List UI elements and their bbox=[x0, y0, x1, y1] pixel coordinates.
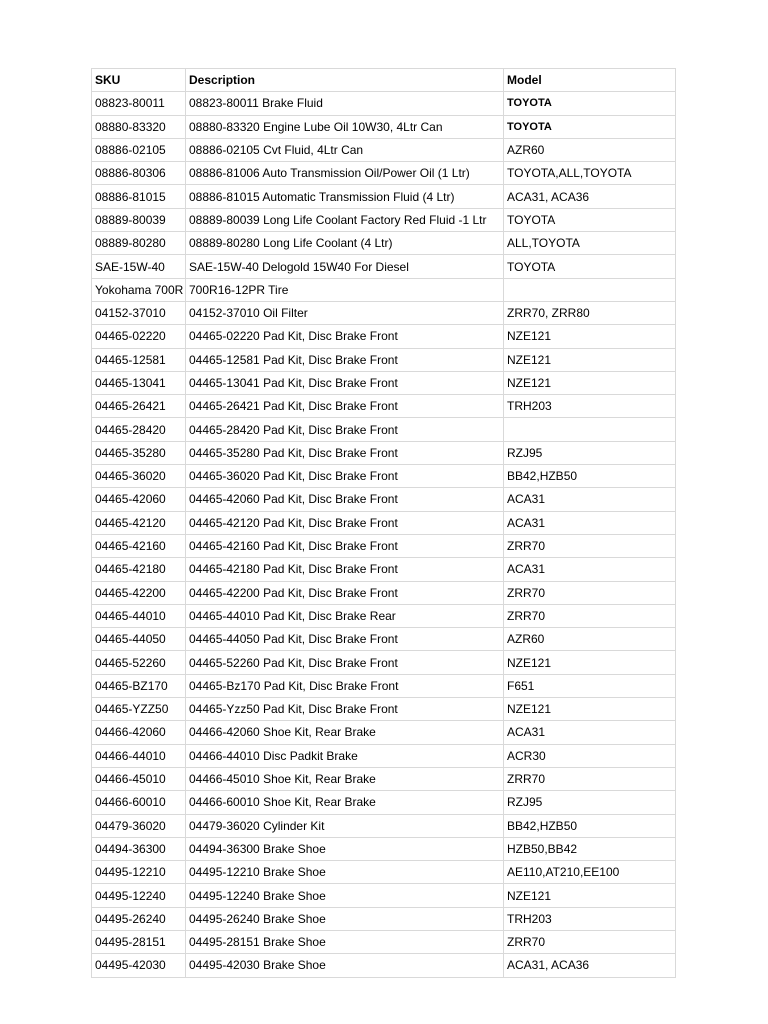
model-cell bbox=[504, 278, 676, 301]
model-cell: RZJ95 bbox=[504, 441, 676, 464]
description-cell: 04465-26421 Pad Kit, Disc Brake Front bbox=[186, 395, 504, 418]
sku-cell: 04465-26421 bbox=[92, 395, 186, 418]
description-cell: 04465-52260 Pad Kit, Disc Brake Front bbox=[186, 651, 504, 674]
model-cell: TOYOTA,ALL,TOYOTA bbox=[504, 162, 676, 185]
sku-cell: 04465-42120 bbox=[92, 511, 186, 534]
table-body bbox=[92, 92, 676, 977]
description-cell: 04495-12240 Brake Shoe bbox=[186, 884, 504, 907]
table-row bbox=[92, 441, 676, 464]
sku-cell: 04465-BZ170 bbox=[92, 674, 186, 697]
description-cell: 04465-Yzz50 Pad Kit, Disc Brake Front bbox=[186, 698, 504, 721]
model-cell: ACA31, ACA36 bbox=[504, 185, 676, 208]
table-row bbox=[92, 534, 676, 557]
description-cell: 04465-12581 Pad Kit, Disc Brake Front bbox=[186, 348, 504, 371]
sku-cell: 08880-83320 bbox=[92, 115, 186, 138]
sku-cell: 08889-80039 bbox=[92, 208, 186, 231]
sku-cell: 08886-81015 bbox=[92, 185, 186, 208]
table-row bbox=[92, 301, 676, 324]
sku-cell: 04465-36020 bbox=[92, 465, 186, 488]
table-row bbox=[92, 861, 676, 884]
description-cell: 04465-Bz170 Pad Kit, Disc Brake Front bbox=[186, 674, 504, 697]
table-row bbox=[92, 418, 676, 441]
description-cell: 08889-80280 Long Life Coolant (4 Ltr) bbox=[186, 232, 504, 255]
description-cell: 04465-28420 Pad Kit, Disc Brake Front bbox=[186, 418, 504, 441]
model-cell bbox=[504, 418, 676, 441]
table-row bbox=[92, 651, 676, 674]
table-row bbox=[92, 371, 676, 394]
table-row bbox=[92, 721, 676, 744]
sku-cell: 04495-28151 bbox=[92, 930, 186, 953]
model-cell: TOYOTA bbox=[504, 115, 676, 138]
sku-cell: 04465-12581 bbox=[92, 348, 186, 371]
sku-cell: 04465-YZZ50 bbox=[92, 698, 186, 721]
table-row bbox=[92, 138, 676, 161]
description-cell: 04465-42180 Pad Kit, Disc Brake Front bbox=[186, 558, 504, 581]
parts-table bbox=[91, 68, 676, 978]
table-row bbox=[92, 907, 676, 930]
description-cell: SAE-15W-40 Delogold 15W40 For Diesel bbox=[186, 255, 504, 278]
sku-cell: 04466-45010 bbox=[92, 767, 186, 790]
description-cell: 04466-42060 Shoe Kit, Rear Brake bbox=[186, 721, 504, 744]
sku-cell: 04465-42060 bbox=[92, 488, 186, 511]
description-cell: 04466-45010 Shoe Kit, Rear Brake bbox=[186, 767, 504, 790]
sku-cell: 04495-42030 bbox=[92, 954, 186, 977]
table-row bbox=[92, 581, 676, 604]
model-cell: AZR60 bbox=[504, 628, 676, 651]
model-cell: ACA31, ACA36 bbox=[504, 954, 676, 977]
table-row bbox=[92, 954, 676, 977]
description-cell: 08823-80011 Brake Fluid bbox=[186, 92, 504, 115]
table-row bbox=[92, 488, 676, 511]
table-row bbox=[92, 744, 676, 767]
sku-cell: 04465-02220 bbox=[92, 325, 186, 348]
model-cell: NZE121 bbox=[504, 348, 676, 371]
model-cell: ACA31 bbox=[504, 721, 676, 744]
table-row bbox=[92, 232, 676, 255]
table-row bbox=[92, 837, 676, 860]
model-cell: TOYOTA bbox=[504, 208, 676, 231]
model-cell: TRH203 bbox=[504, 907, 676, 930]
table-row bbox=[92, 92, 676, 115]
model-cell: ACA31 bbox=[504, 558, 676, 581]
sku-cell: 08823-80011 bbox=[92, 92, 186, 115]
model-cell: ZRR70 bbox=[504, 767, 676, 790]
sku-cell: 04465-44050 bbox=[92, 628, 186, 651]
sku-cell: 04465-42180 bbox=[92, 558, 186, 581]
model-cell: ACA31 bbox=[504, 511, 676, 534]
model-cell: BB42,HZB50 bbox=[504, 465, 676, 488]
sku-cell: 04465-35280 bbox=[92, 441, 186, 464]
model-cell: TOYOTA bbox=[504, 92, 676, 115]
model-cell: F651 bbox=[504, 674, 676, 697]
header-sku: SKU bbox=[92, 69, 186, 92]
description-cell: 04495-42030 Brake Shoe bbox=[186, 954, 504, 977]
description-cell: 04494-36300 Brake Shoe bbox=[186, 837, 504, 860]
header-description: Description bbox=[186, 69, 504, 92]
table-row bbox=[92, 814, 676, 837]
description-cell: 04466-44010 Disc Padkit Brake bbox=[186, 744, 504, 767]
table-row bbox=[92, 791, 676, 814]
description-cell: 04495-28151 Brake Shoe bbox=[186, 930, 504, 953]
table-row bbox=[92, 185, 676, 208]
sku-cell: 04494-36300 bbox=[92, 837, 186, 860]
model-cell: ZRR70 bbox=[504, 534, 676, 557]
description-cell: 04465-35280 Pad Kit, Disc Brake Front bbox=[186, 441, 504, 464]
table-row bbox=[92, 604, 676, 627]
description-cell: 04465-36020 Pad Kit, Disc Brake Front bbox=[186, 465, 504, 488]
description-cell: 04495-12210 Brake Shoe bbox=[186, 861, 504, 884]
description-cell: 700R16-12PR Tire bbox=[186, 278, 504, 301]
description-cell: 04152-37010 Oil Filter bbox=[186, 301, 504, 324]
sku-cell: 04465-13041 bbox=[92, 371, 186, 394]
model-cell: AE110,AT210,EE100 bbox=[504, 861, 676, 884]
description-cell: 04465-44050 Pad Kit, Disc Brake Front bbox=[186, 628, 504, 651]
sku-cell: 04465-42160 bbox=[92, 534, 186, 557]
model-cell: ZRR70, ZRR80 bbox=[504, 301, 676, 324]
sku-cell: 04495-26240 bbox=[92, 907, 186, 930]
description-cell: 04495-26240 Brake Shoe bbox=[186, 907, 504, 930]
table-row bbox=[92, 255, 676, 278]
table-row bbox=[92, 325, 676, 348]
table-row bbox=[92, 558, 676, 581]
table-row bbox=[92, 884, 676, 907]
description-cell: 08886-02105 Cvt Fluid, 4Ltr Can bbox=[186, 138, 504, 161]
description-cell: 08889-80039 Long Life Coolant Factory Red Fluid -1 Ltr bbox=[186, 208, 504, 231]
sku-cell: 08889-80280 bbox=[92, 232, 186, 255]
model-cell: AZR60 bbox=[504, 138, 676, 161]
model-cell: NZE121 bbox=[504, 325, 676, 348]
sku-cell: 08886-80306 bbox=[92, 162, 186, 185]
table-row bbox=[92, 674, 676, 697]
table-row bbox=[92, 162, 676, 185]
table-row bbox=[92, 930, 676, 953]
model-cell: ZRR70 bbox=[504, 581, 676, 604]
model-cell: ALL,TOYOTA bbox=[504, 232, 676, 255]
table-row bbox=[92, 278, 676, 301]
sku-cell: SAE-15W-40 bbox=[92, 255, 186, 278]
sku-cell: 04465-44010 bbox=[92, 604, 186, 627]
table-row bbox=[92, 208, 676, 231]
model-cell: ACR30 bbox=[504, 744, 676, 767]
model-cell: TRH203 bbox=[504, 395, 676, 418]
sku-cell: 08886-02105 bbox=[92, 138, 186, 161]
table-row bbox=[92, 628, 676, 651]
description-cell: 08886-81015 Automatic Transmission Fluid (4 Ltr) bbox=[186, 185, 504, 208]
sku-cell: 04465-28420 bbox=[92, 418, 186, 441]
description-cell: 04465-42120 Pad Kit, Disc Brake Front bbox=[186, 511, 504, 534]
description-cell: 04465-42060 Pad Kit, Disc Brake Front bbox=[186, 488, 504, 511]
sku-cell: 04479-36020 bbox=[92, 814, 186, 837]
description-cell: 04479-36020 Cylinder Kit bbox=[186, 814, 504, 837]
sku-cell: 04152-37010 bbox=[92, 301, 186, 324]
description-cell: 04466-60010 Shoe Kit, Rear Brake bbox=[186, 791, 504, 814]
sku-cell: 04466-60010 bbox=[92, 791, 186, 814]
sku-cell: Yokohama 700R bbox=[92, 278, 186, 301]
table-row bbox=[92, 511, 676, 534]
model-cell: ACA31 bbox=[504, 488, 676, 511]
description-cell: 08886-81006 Auto Transmission Oil/Power Oil (1 Ltr) bbox=[186, 162, 504, 185]
sku-cell: 04465-52260 bbox=[92, 651, 186, 674]
sku-cell: 04495-12240 bbox=[92, 884, 186, 907]
table-row bbox=[92, 115, 676, 138]
model-cell: BB42,HZB50 bbox=[504, 814, 676, 837]
sku-cell: 04465-42200 bbox=[92, 581, 186, 604]
model-cell: TOYOTA bbox=[504, 255, 676, 278]
table-row bbox=[92, 698, 676, 721]
description-cell: 04465-13041 Pad Kit, Disc Brake Front bbox=[186, 371, 504, 394]
sku-cell: 04495-12210 bbox=[92, 861, 186, 884]
description-cell: 04465-02220 Pad Kit, Disc Brake Front bbox=[186, 325, 504, 348]
description-cell: 08880-83320 Engine Lube Oil 10W30, 4Ltr Can bbox=[186, 115, 504, 138]
model-cell: NZE121 bbox=[504, 651, 676, 674]
model-cell: NZE121 bbox=[504, 698, 676, 721]
table-row bbox=[92, 465, 676, 488]
description-cell: 04465-42160 Pad Kit, Disc Brake Front bbox=[186, 534, 504, 557]
description-cell: 04465-44010 Pad Kit, Disc Brake Rear bbox=[186, 604, 504, 627]
model-cell: ZRR70 bbox=[504, 604, 676, 627]
table-row bbox=[92, 767, 676, 790]
sku-cell: 04466-44010 bbox=[92, 744, 186, 767]
table-row bbox=[92, 348, 676, 371]
model-cell: RZJ95 bbox=[504, 791, 676, 814]
header-row bbox=[92, 69, 676, 92]
model-cell: NZE121 bbox=[504, 884, 676, 907]
description-cell: 04465-42200 Pad Kit, Disc Brake Front bbox=[186, 581, 504, 604]
model-cell: HZB50,BB42 bbox=[504, 837, 676, 860]
model-cell: ZRR70 bbox=[504, 930, 676, 953]
header-model: Model bbox=[504, 69, 676, 92]
sku-cell: 04466-42060 bbox=[92, 721, 186, 744]
table-row bbox=[92, 395, 676, 418]
model-cell: NZE121 bbox=[504, 371, 676, 394]
